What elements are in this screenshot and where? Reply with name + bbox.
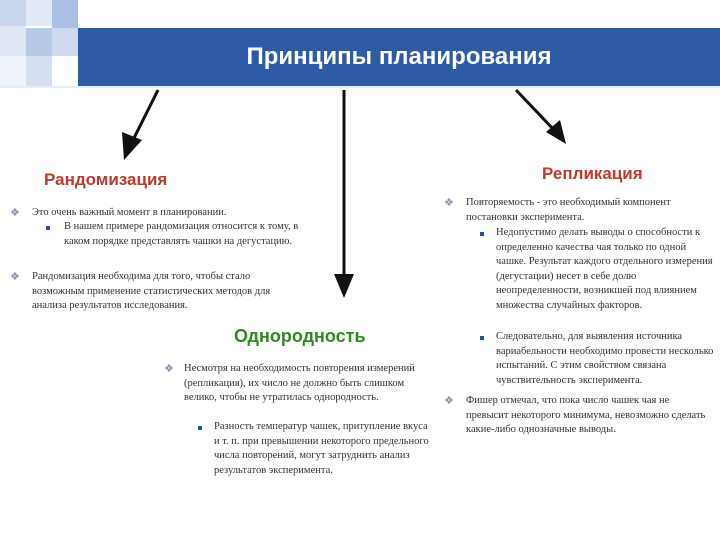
arrow-right (516, 90, 556, 132)
square-bullet-icon (480, 232, 484, 236)
square-bullet-icon (46, 226, 50, 230)
heading-randomization: Рандомизация (44, 170, 168, 189)
right-sub-bullet-2: Следовательно, для выявления источника вариабельности необходимо провести несколько испытаний. С этим свойством связана чувствительность эксперимента. (496, 331, 714, 386)
right-bullet-1: Повторяемость - это необходимый компонент постановки эксперимента. (466, 197, 671, 223)
center-sub-bullet-1: Разность температур чашек, притупление вкуса и т. п. при превышении некоторого предельного числа повторений, могут затруднить анализ результатов эксперимента. (214, 421, 429, 476)
diamond-bullet-icon: ❖ (10, 207, 20, 219)
diamond-bullet-icon: ❖ (444, 395, 454, 407)
slide-title: Принципы планирования (246, 43, 552, 70)
right-sub-bullet-1: Недопустимо делать выводы о способности к определенно качества чая только по одной чашке. Результат каждого отдельного измерения (дегустации) несет в себе долю неопределенности, возникшей под влиянием множества случайных факторов. (496, 227, 713, 311)
left-bullet-1: Это очень важный момент в планировании. (32, 207, 227, 218)
center-bullet-1: Несмотря на необходимость повторения измерений (репликация), их число не должно быть слишком велико, чтобы не утратилась однородность. (184, 363, 415, 403)
heading-homogeneity: Однородность (234, 326, 366, 346)
diamond-bullet-icon: ❖ (444, 197, 454, 209)
square-bullet-icon (198, 426, 202, 430)
left-bullet-2: Рандомизация необходима для того, чтобы стало возможным применение статистических методов для анализа результатов исследования. (32, 271, 271, 311)
right-bullet-2: Фишер отмечал, что пока число чашек чая не превысит некоторого минимума, невозможно сделать какие-либо однозначные выводы. (466, 395, 706, 435)
heading-replication: Репликация (542, 164, 643, 183)
arrow-left-head (122, 132, 142, 160)
arrow-center-head (334, 274, 354, 298)
diamond-bullet-icon: ❖ (10, 271, 20, 283)
arrow-left (132, 90, 158, 142)
left-sub-bullet-1: В нашем примере рандомизация относится к тому, в каком порядке представлять чашки на дегустацию. (64, 221, 299, 247)
diamond-bullet-icon: ❖ (164, 363, 174, 375)
square-bullet-icon (480, 336, 484, 340)
